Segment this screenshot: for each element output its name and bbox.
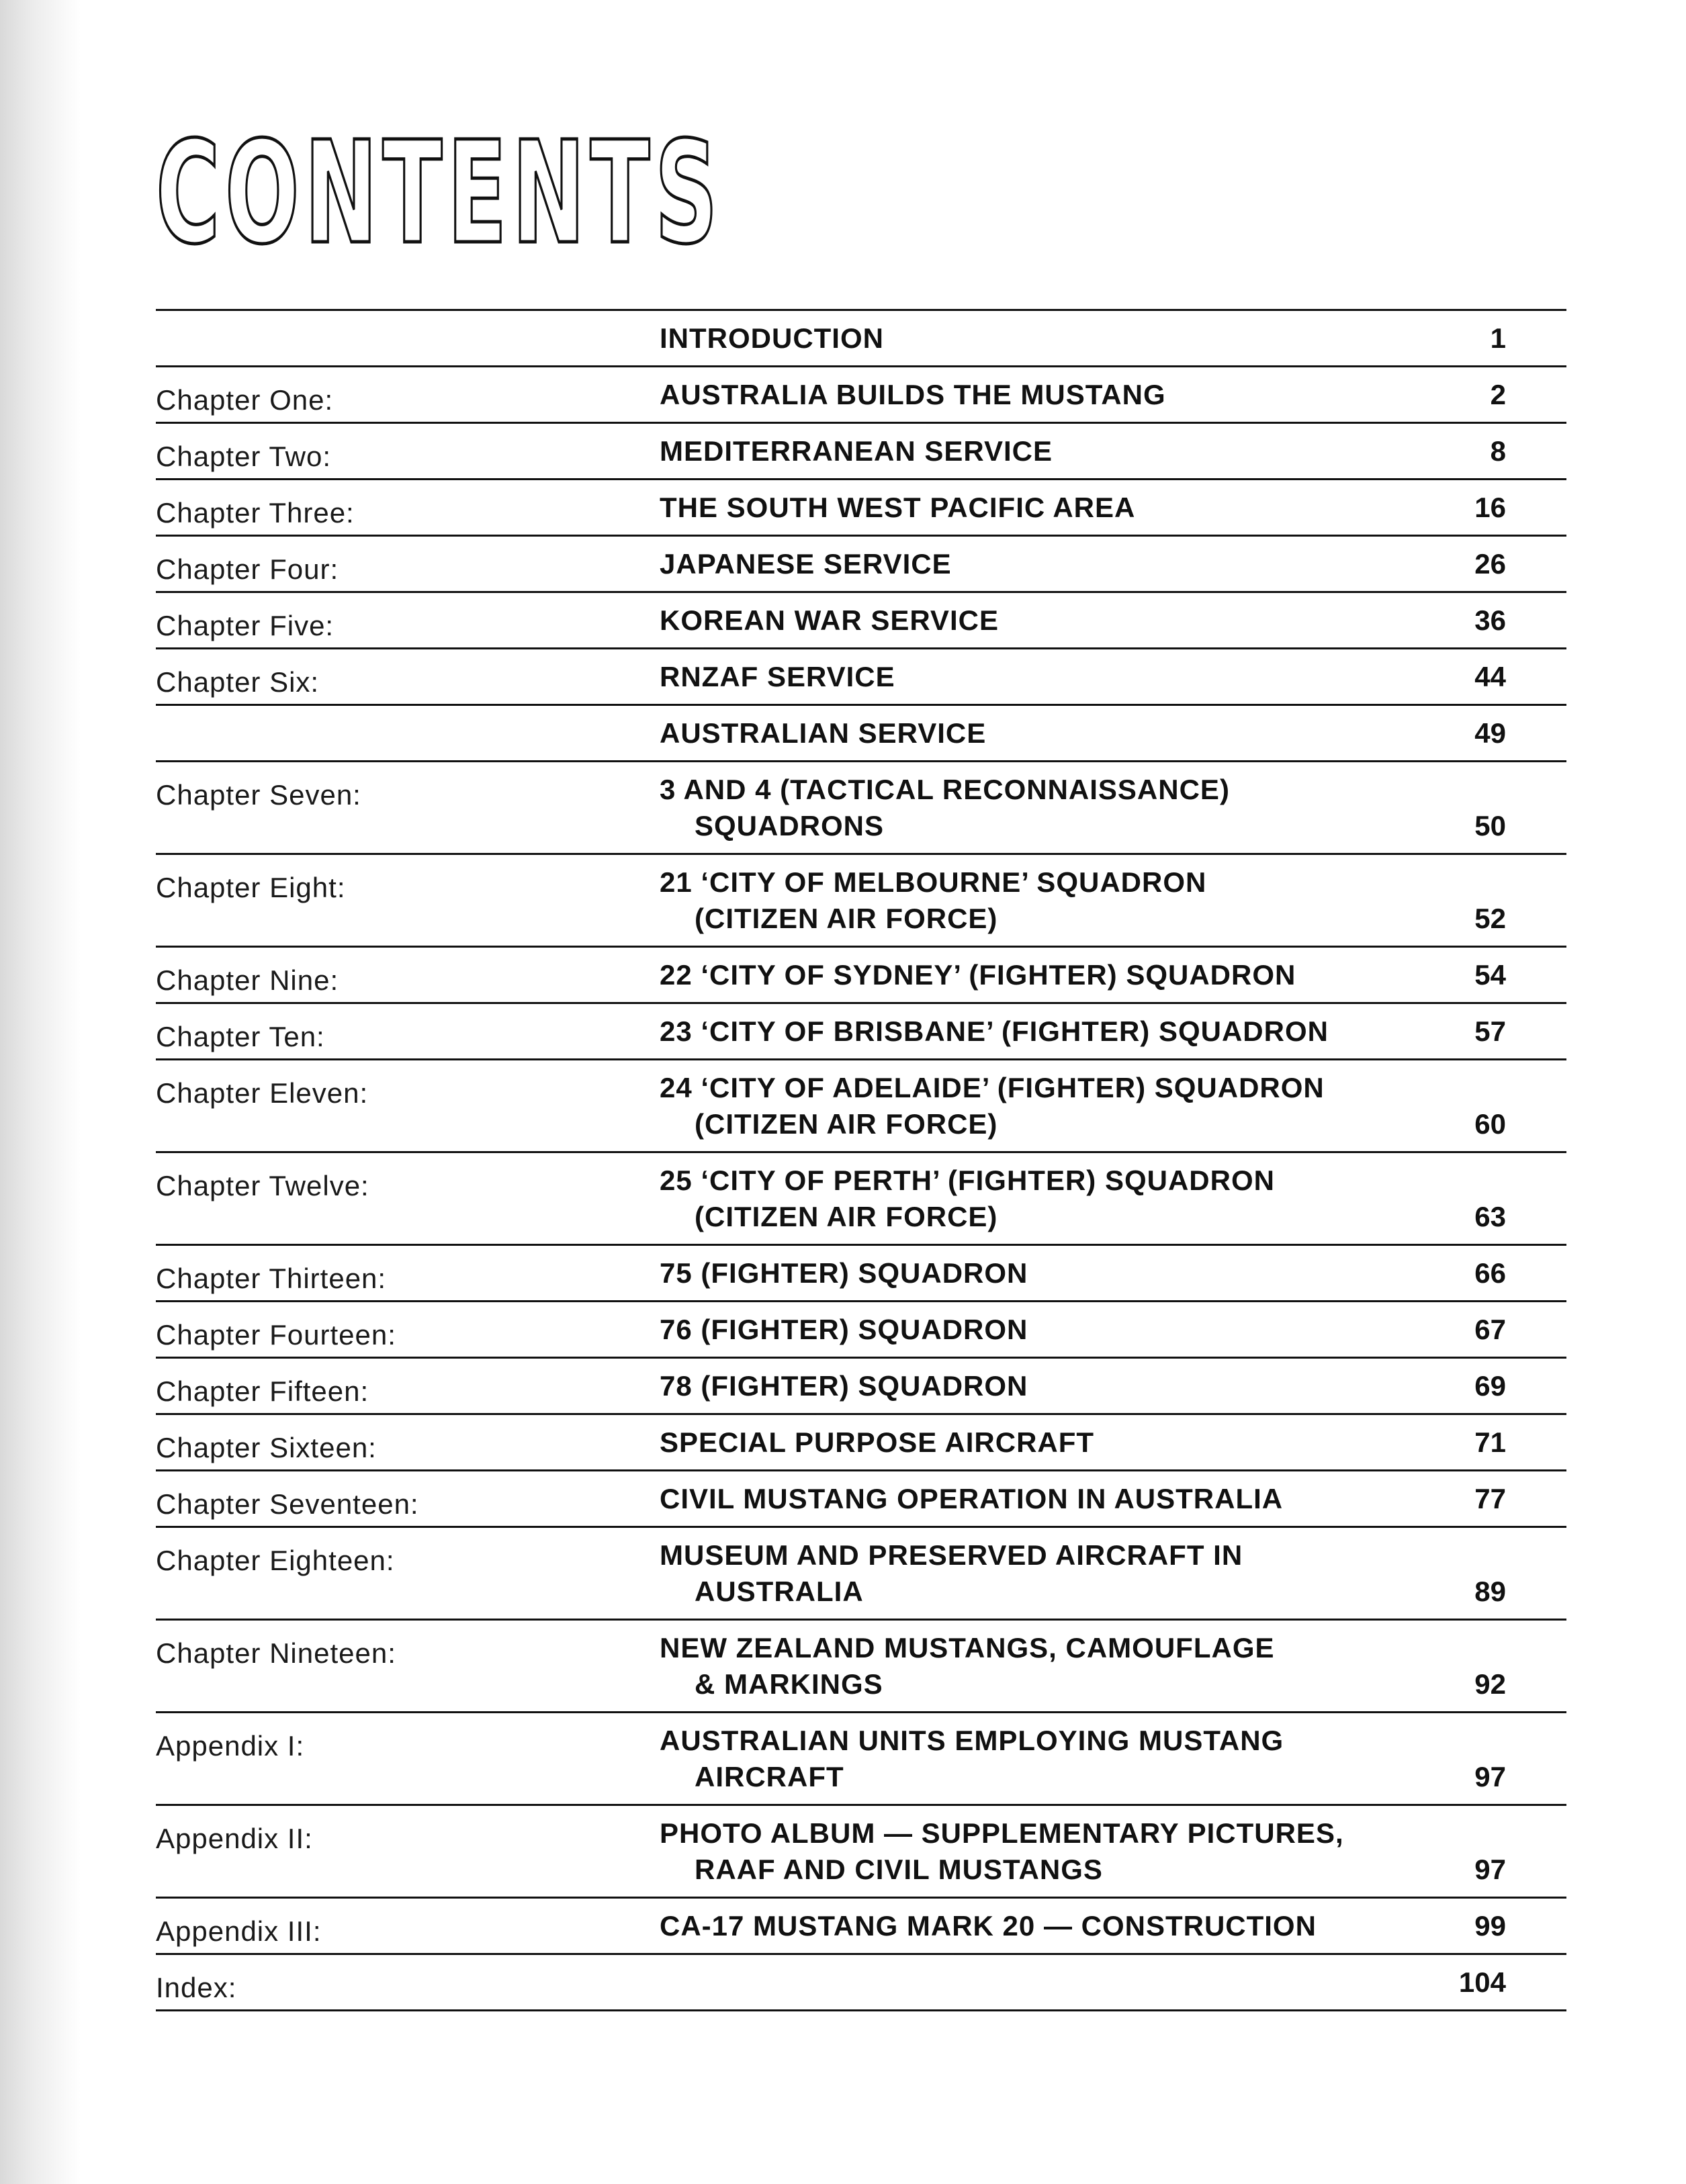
toc-title-line: JAPANESE SERVICE — [660, 548, 952, 580]
toc-chapter-title — [660, 1630, 1452, 1702]
toc-title-line: THE SOUTH WEST PACIFIC AREA — [660, 492, 1136, 523]
toc-title-line: 24 ‘CITY OF ADELAIDE’ (FIGHTER) SQUADRON — [660, 1072, 1325, 1103]
toc-chapter-title — [660, 1815, 1452, 1888]
toc-row — [156, 1004, 1566, 1060]
toc-page-number: 92 — [1474, 1668, 1506, 1700]
toc-title-line: RNZAF SERVICE — [660, 661, 895, 692]
toc-page-number: 50 — [1474, 810, 1506, 841]
toc-chapter-title — [660, 1537, 1452, 1610]
toc-row — [156, 855, 1566, 948]
toc-row — [156, 762, 1566, 855]
toc-chapter-title — [660, 602, 1452, 639]
toc-title-line: AUSTRALIAN UNITS EMPLOYING MUSTANG — [660, 1725, 1284, 1756]
toc-page-number: 67 — [1474, 1314, 1506, 1345]
toc-row — [156, 311, 1566, 367]
toc-chapter-label: Chapter Sixteen: — [156, 1432, 377, 1463]
toc-chapter-label: Chapter Five: — [156, 610, 335, 641]
toc-chapter-title — [660, 377, 1452, 413]
toc-chapter-label: Chapter Two: — [156, 441, 332, 472]
toc-page-number: 57 — [1474, 1015, 1506, 1047]
toc-page-number: 97 — [1474, 1854, 1506, 1885]
toc-chapter-label: Chapter Ten: — [156, 1021, 325, 1052]
toc-title-line: SPECIAL PURPOSE AIRCRAFT — [660, 1426, 1095, 1458]
toc-row — [156, 649, 1566, 706]
page-edge-shadow — [0, 0, 81, 2184]
toc-chapter-label: Index: — [156, 1972, 237, 2003]
toc-page-number: 99 — [1474, 1910, 1506, 1942]
toc-chapter-label: Appendix III: — [156, 1915, 322, 1947]
toc-row — [156, 1899, 1566, 1955]
toc-page-number: 71 — [1474, 1426, 1506, 1458]
toc-chapter-label: Appendix I: — [156, 1730, 305, 1762]
toc-row — [156, 1955, 1566, 2011]
toc-page-number: 60 — [1474, 1108, 1506, 1140]
toc-row — [156, 1415, 1566, 1471]
toc-chapter-title — [660, 1723, 1452, 1795]
toc-chapter-title — [660, 1481, 1452, 1517]
toc-page-number: 1 — [1490, 322, 1506, 354]
toc-title-line: 25 ‘CITY OF PERTH’ (FIGHTER) SQUADRON — [660, 1165, 1275, 1196]
toc-page-number: 26 — [1474, 548, 1506, 580]
toc-title-line: 23 ‘CITY OF BRISBANE’ (FIGHTER) SQUADRON — [660, 1015, 1329, 1047]
toc-chapter-title — [660, 1013, 1452, 1050]
toc-page-number: 69 — [1474, 1370, 1506, 1402]
toc-page-number: 2 — [1490, 379, 1506, 410]
toc-title-line: RAAF AND CIVIL MUSTANGS — [695, 1854, 1103, 1885]
toc-page-number: 16 — [1474, 492, 1506, 523]
toc-chapter-label: Chapter Fifteen: — [156, 1375, 369, 1407]
toc-page-number: 8 — [1490, 435, 1506, 467]
toc-page-number: 89 — [1474, 1576, 1506, 1607]
toc-chapter-label: Chapter Nineteen: — [156, 1637, 396, 1669]
toc-row — [156, 1621, 1566, 1713]
toc-chapter-title — [660, 1964, 1452, 2001]
toc-chapter-title — [660, 1424, 1452, 1461]
toc-row — [156, 593, 1566, 649]
toc-title-line: 76 (FIGHTER) SQUADRON — [660, 1314, 1028, 1345]
toc-title-line: (CITIZEN AIR FORCE) — [695, 1108, 998, 1140]
toc-row — [156, 1060, 1566, 1153]
toc-chapter-title — [660, 320, 1452, 357]
toc-row — [156, 1246, 1566, 1302]
toc-page-number: 63 — [1474, 1201, 1506, 1232]
toc-chapter-label: Chapter Seventeen: — [156, 1488, 419, 1520]
toc-page-number: 104 — [1458, 1966, 1506, 1998]
toc-chapter-title — [660, 490, 1452, 526]
toc-chapter-title — [660, 433, 1452, 469]
toc-chapter-label: Chapter Three: — [156, 497, 355, 529]
toc-title-line: 75 (FIGHTER) SQUADRON — [660, 1257, 1028, 1289]
toc-page-number: 44 — [1474, 661, 1506, 692]
toc-row — [156, 948, 1566, 1004]
toc-title-line: 3 AND 4 (TACTICAL RECONNAISSANCE) — [660, 774, 1230, 805]
toc-page-number: 36 — [1474, 604, 1506, 636]
toc-row — [156, 424, 1566, 480]
toc-chapter-label: Chapter Eight: — [156, 872, 346, 903]
toc-row — [156, 480, 1566, 537]
toc-title-line: AUSTRALIAN SERVICE — [660, 717, 987, 749]
toc-row — [156, 706, 1566, 762]
toc-row — [156, 1806, 1566, 1899]
toc-chapter-title — [660, 715, 1452, 752]
toc-title-line: CIVIL MUSTANG OPERATION IN AUSTRALIA — [660, 1483, 1284, 1514]
toc-title-line: MEDITERRANEAN SERVICE — [660, 435, 1053, 467]
toc-row — [156, 1713, 1566, 1806]
toc-title-line: AUSTRALIA BUILDS THE MUSTANG — [660, 379, 1166, 410]
toc-page-number: 66 — [1474, 1257, 1506, 1289]
toc-title-line: CA-17 MUSTANG MARK 20 — CONSTRUCTION — [660, 1910, 1317, 1942]
toc-chapter-title — [660, 1070, 1452, 1142]
toc-chapter-title — [660, 1163, 1452, 1235]
toc-title-line: & MARKINGS — [695, 1668, 883, 1700]
toc-chapter-label: Chapter Twelve: — [156, 1170, 369, 1201]
toc-chapter-label: Appendix II: — [156, 1823, 313, 1854]
toc-title-line: AIRCRAFT — [695, 1761, 844, 1792]
toc-title-line: (CITIZEN AIR FORCE) — [695, 903, 998, 934]
toc-chapter-label: Chapter Eighteen: — [156, 1545, 395, 1576]
toc-title-line: (CITIZEN AIR FORCE) — [695, 1201, 998, 1232]
toc-chapter-label: Chapter Seven: — [156, 779, 361, 811]
toc-chapter-title — [660, 864, 1452, 937]
toc-title-line: INTRODUCTION — [660, 322, 884, 354]
toc-chapter-label: Chapter Fourteen: — [156, 1319, 396, 1351]
toc-title-line: SQUADRONS — [695, 810, 885, 841]
toc-row — [156, 1302, 1566, 1359]
toc-row — [156, 1528, 1566, 1621]
toc-page-number: 77 — [1474, 1483, 1506, 1514]
toc-chapter-label: Chapter Six: — [156, 666, 320, 698]
toc-title-line — [660, 1964, 1452, 2001]
toc-chapter-title — [660, 1312, 1452, 1348]
toc-title-line: AUSTRALIA — [695, 1576, 864, 1607]
toc-title-line: 22 ‘CITY OF SYDNEY’ (FIGHTER) SQUADRON — [660, 959, 1296, 991]
toc-chapter-label: Chapter Nine: — [156, 964, 339, 996]
toc-chapter-label: Chapter Eleven: — [156, 1077, 369, 1109]
toc-title-line: NEW ZEALAND MUSTANGS, CAMOUFLAGE — [660, 1632, 1275, 1664]
table-of-contents — [156, 309, 1566, 2011]
toc-chapter-title — [660, 1908, 1452, 1944]
toc-chapter-title — [660, 1255, 1452, 1291]
toc-page-number: 49 — [1474, 717, 1506, 749]
toc-title-line: PHOTO ALBUM — SUPPLEMENTARY PICTURES, — [660, 1817, 1344, 1849]
toc-page-number: 52 — [1474, 903, 1506, 934]
toc-title-line: MUSEUM AND PRESERVED AIRCRAFT IN — [660, 1539, 1243, 1571]
toc-title-line: 21 ‘CITY OF MELBOURNE’ SQUADRON — [660, 866, 1207, 898]
toc-row — [156, 537, 1566, 593]
toc-page-number: 54 — [1474, 959, 1506, 991]
toc-chapter-title — [660, 957, 1452, 993]
toc-row — [156, 367, 1566, 424]
toc-row — [156, 1153, 1566, 1246]
toc-row — [156, 1359, 1566, 1415]
toc-chapter-label: Chapter One: — [156, 384, 334, 416]
toc-row — [156, 1471, 1566, 1528]
toc-chapter-title — [660, 659, 1452, 695]
toc-chapter-label: Chapter Four: — [156, 553, 339, 585]
toc-chapter-title — [660, 1368, 1452, 1404]
toc-chapter-title — [660, 772, 1452, 844]
page-title: CONTENTS — [156, 111, 723, 275]
toc-page-number: 97 — [1474, 1761, 1506, 1792]
toc-chapter-label: Chapter Thirteen: — [156, 1263, 387, 1294]
toc-title-line: KOREAN WAR SERVICE — [660, 604, 999, 636]
toc-chapter-title — [660, 546, 1452, 582]
toc-title-line: 78 (FIGHTER) SQUADRON — [660, 1370, 1028, 1402]
